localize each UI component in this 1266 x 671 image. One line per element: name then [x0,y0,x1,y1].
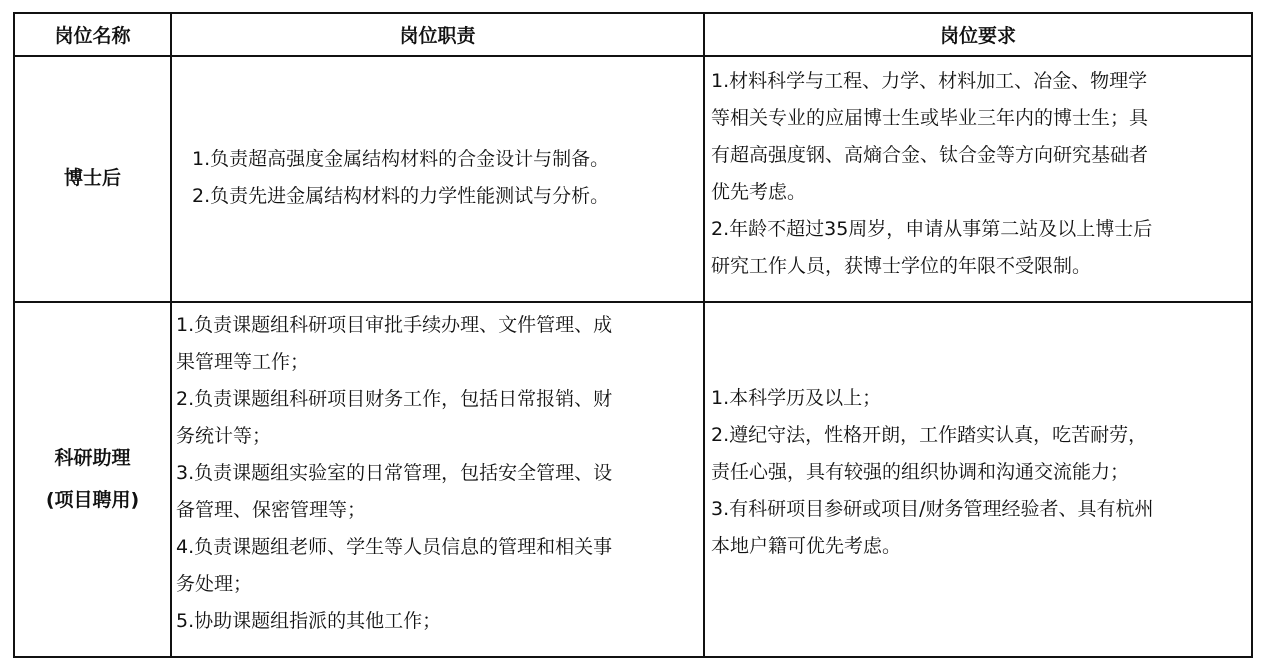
job-table [13,12,1253,658]
requirements-postdoc [705,55,1251,301]
position-name-text: 科研助理 [54,446,131,469]
duty-line: 2.负责课题组科研项目财务工作，包括日常报销、财 [176,388,613,410]
position-name-postdoc [15,55,172,301]
duty-line: 3.负责课题组实验室的日常管理，包括安全管理、设 [176,462,613,484]
table-row-postdoc [15,55,1251,303]
requirement-line: 优先考虑。 [711,181,807,203]
duty-line: 2.负责先进金属结构材料的力学性能测试与分析。 [192,185,610,207]
position-name-subtext: (项目聘用) [45,488,140,511]
requirement-line: 1.材料科学与工程、力学、材料加工、冶金、物理学 [711,70,1148,92]
requirement-line: 2.年龄不超过35周岁，申请从事第二站及以上博士后 [711,218,1153,240]
duty-line: 果管理等工作； [176,351,310,373]
table-row-research-assistant [15,301,1251,656]
position-name-text: 博士后 [63,167,121,189]
duty-line: 备管理、保密管理等； [176,499,367,521]
requirement-line: 3.有科研项目参研或项目/财务管理经验者、具有杭州 [711,498,1154,520]
duty-line: 1.负责课题组科研项目审批手续办理、文件管理、成 [176,314,613,336]
header-position-name: 岗位名称 [15,14,172,55]
duty-line: 务统计等； [176,425,272,447]
requirement-line: 等相关专业的应届博士生或毕业三年内的博士生；具 [711,107,1149,129]
requirement-line: 研究工作人员，获博士学位的年限不受限制。 [711,255,1092,277]
duty-line: 5.协助课题组指派的其他工作； [176,610,442,632]
requirements-research-assistant [705,301,1251,656]
requirement-line: 1.本科学历及以上； [711,387,882,409]
requirement-line: 2.遵纪守法，性格开朗，工作踏实认真，吃苦耐劳， [711,424,1148,446]
duties-postdoc [172,55,705,301]
requirement-line: 本地户籍可优先考虑。 [711,535,902,557]
requirement-line: 有超高强度钢、高熵合金、钛合金等方向研究基础者 [711,144,1149,166]
duty-line: 务处理； [176,573,253,595]
duties-research-assistant [172,301,705,656]
header-requirements: 岗位要求 [939,25,1016,47]
table-header-row [15,14,1251,57]
duty-line: 1.负责超高强度金属结构材料的合金设计与制备。 [192,148,610,170]
requirement-line: 责任心强，具有较强的组织协调和沟通交流能力； [711,461,1130,483]
header-duties: 岗位职责 [172,14,705,55]
duty-line: 4.负责课题组老师、学生等人员信息的管理和相关事 [176,536,613,558]
position-name-research-assistant [15,301,172,656]
